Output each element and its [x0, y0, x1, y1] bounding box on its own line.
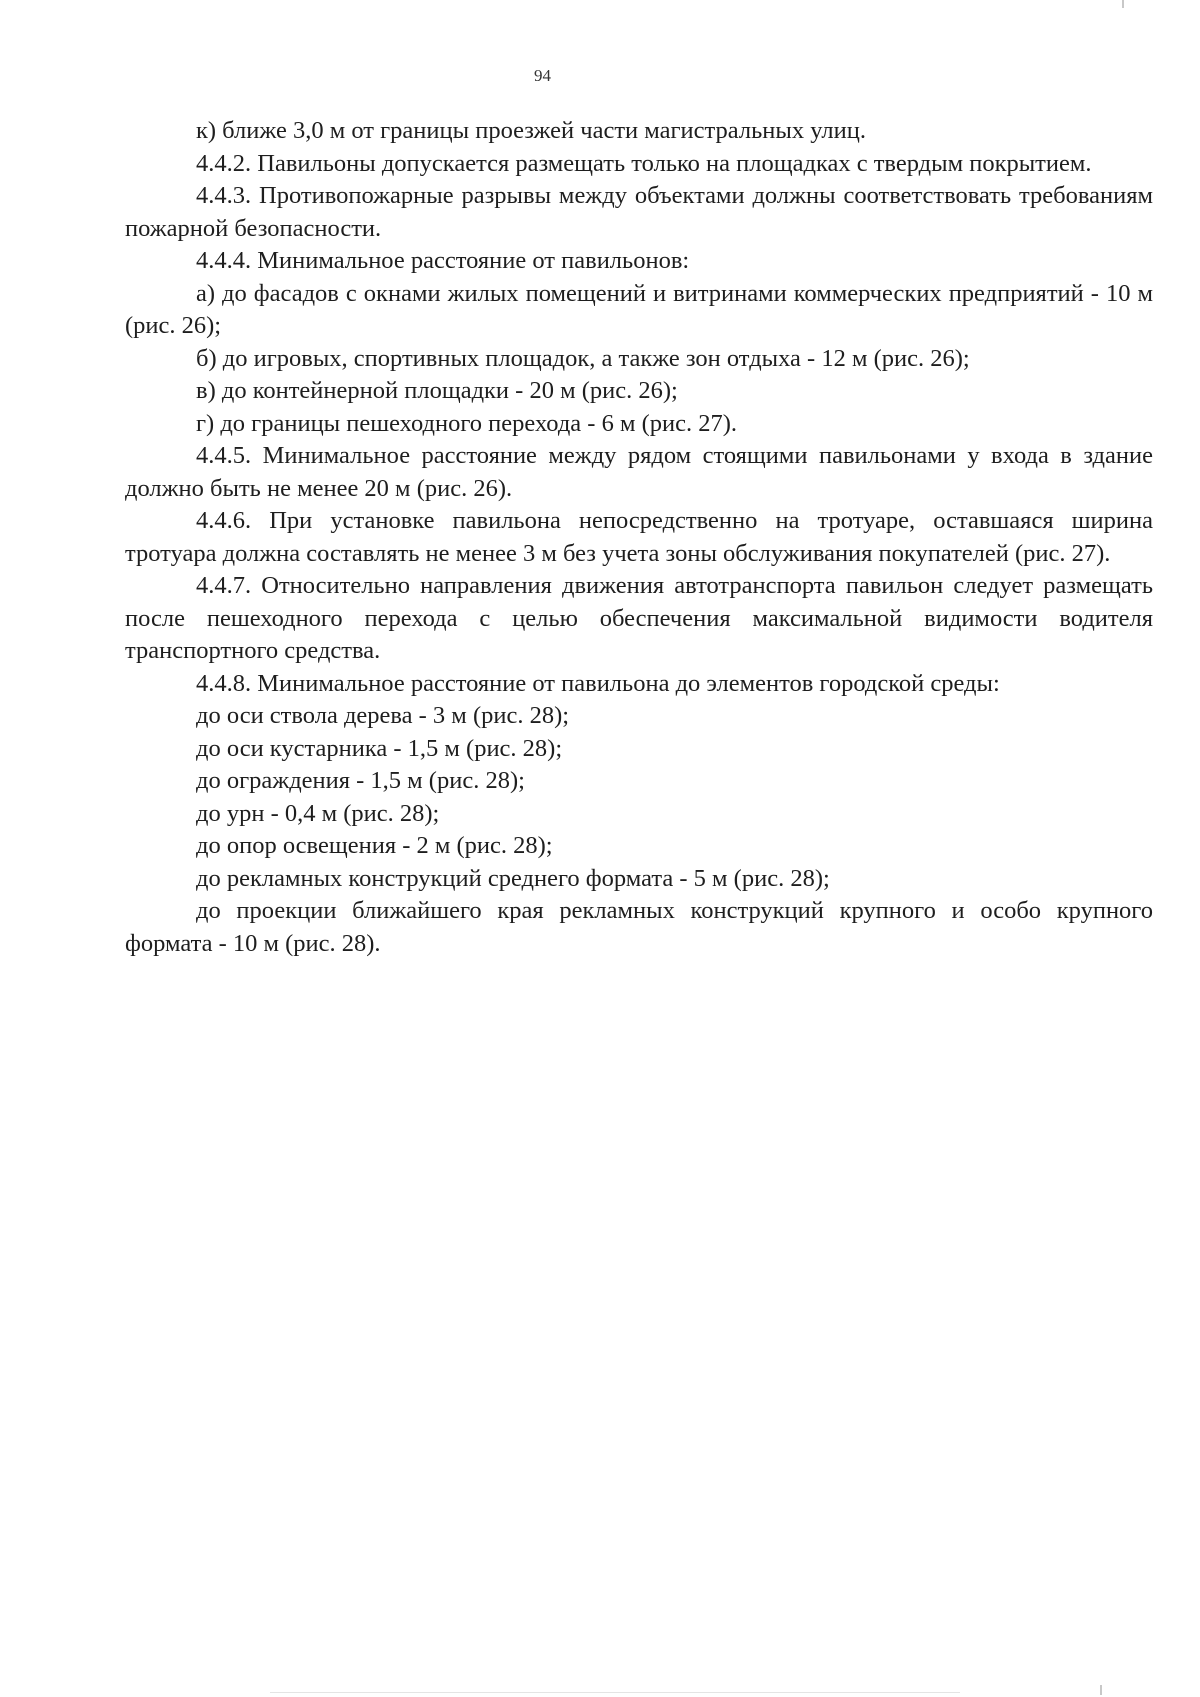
list-item-b: б) до игровых, спортивных площадок, а также зон отдыха - 12 м (рис. 26);	[196, 344, 970, 372]
paragraph-4-4-2: 4.4.2. Павильоны допускается размещать только на площадках с твердым покрытием.	[196, 149, 1092, 177]
list-item-fence: до ограждения - 1,5 м (рис. 28);	[196, 767, 525, 794]
paragraph-4-4-5: 4.4.5. Минимальное расстояние между рядом стоящими павильонами у входа в здание должно быть не менее 20 м (рис. 26).	[125, 442, 1153, 502]
list-item-g: г) до границы пешеходного перехода - 6 м (рис. 27).	[196, 409, 737, 437]
paragraph-item-k: к) ближе 3,0 м от границы проезжей части магистральных улиц.	[196, 117, 866, 144]
list-item-v: в) до контейнерной площадки - 20 м (рис. 26);	[196, 377, 678, 404]
scan-artifact-bottom-line	[270, 1692, 960, 1693]
list-item-tree: до оси ствола дерева - 3 м (рис. 28);	[196, 702, 570, 729]
scan-artifact-top-right	[1122, 0, 1124, 8]
page-number: 94	[534, 66, 551, 85]
list-item-a: а) до фасадов с окнами жилых помещений и витринами коммерческих предприятий - 10 м (рис. 26);	[125, 279, 1153, 339]
paragraph-4-4-4: 4.4.4. Минимальное расстояние от павильонов:	[196, 247, 690, 274]
paragraph-4-4-3: 4.4.3. Противопожарные разрывы между объектами должны соответствовать требованиям пожарной безопасности.	[125, 182, 1153, 242]
list-item-shrub: до оси кустарника - 1,5 м (рис. 28);	[196, 734, 563, 762]
list-item-urn: до урн - 0,4 м (рис. 28);	[196, 799, 440, 827]
paragraph-4-4-8: 4.4.8. Минимальное расстояние от павильона до элементов городской среды:	[196, 669, 1000, 697]
list-item-large-ads: до проекции ближайшего края рекламных конструкций крупного и особо крупного формата - 10 м (рис. 28).	[125, 897, 1153, 957]
list-item-lighting: до опор освещения - 2 м (рис. 28);	[196, 832, 553, 859]
document-body	[125, 115, 1153, 960]
paragraph-4-4-7: 4.4.7. Относительно направления движения автотранспорта павильон следует размещать после пешеходного перехода с целью обеспечения максимальной видимости водителя транспортного средства.	[125, 572, 1153, 664]
paragraph-4-4-6: 4.4.6. При установке павильона непосредственно на тротуаре, оставшаяся ширина тротуара должна составлять не менее 3 м без учета зоны обслуживания покупателей (рис. 27).	[125, 507, 1153, 567]
list-item-medium-ads: до рекламных конструкций среднего формата - 5 м (рис. 28);	[196, 864, 830, 892]
scan-artifact-bottom-right	[1100, 1685, 1102, 1695]
